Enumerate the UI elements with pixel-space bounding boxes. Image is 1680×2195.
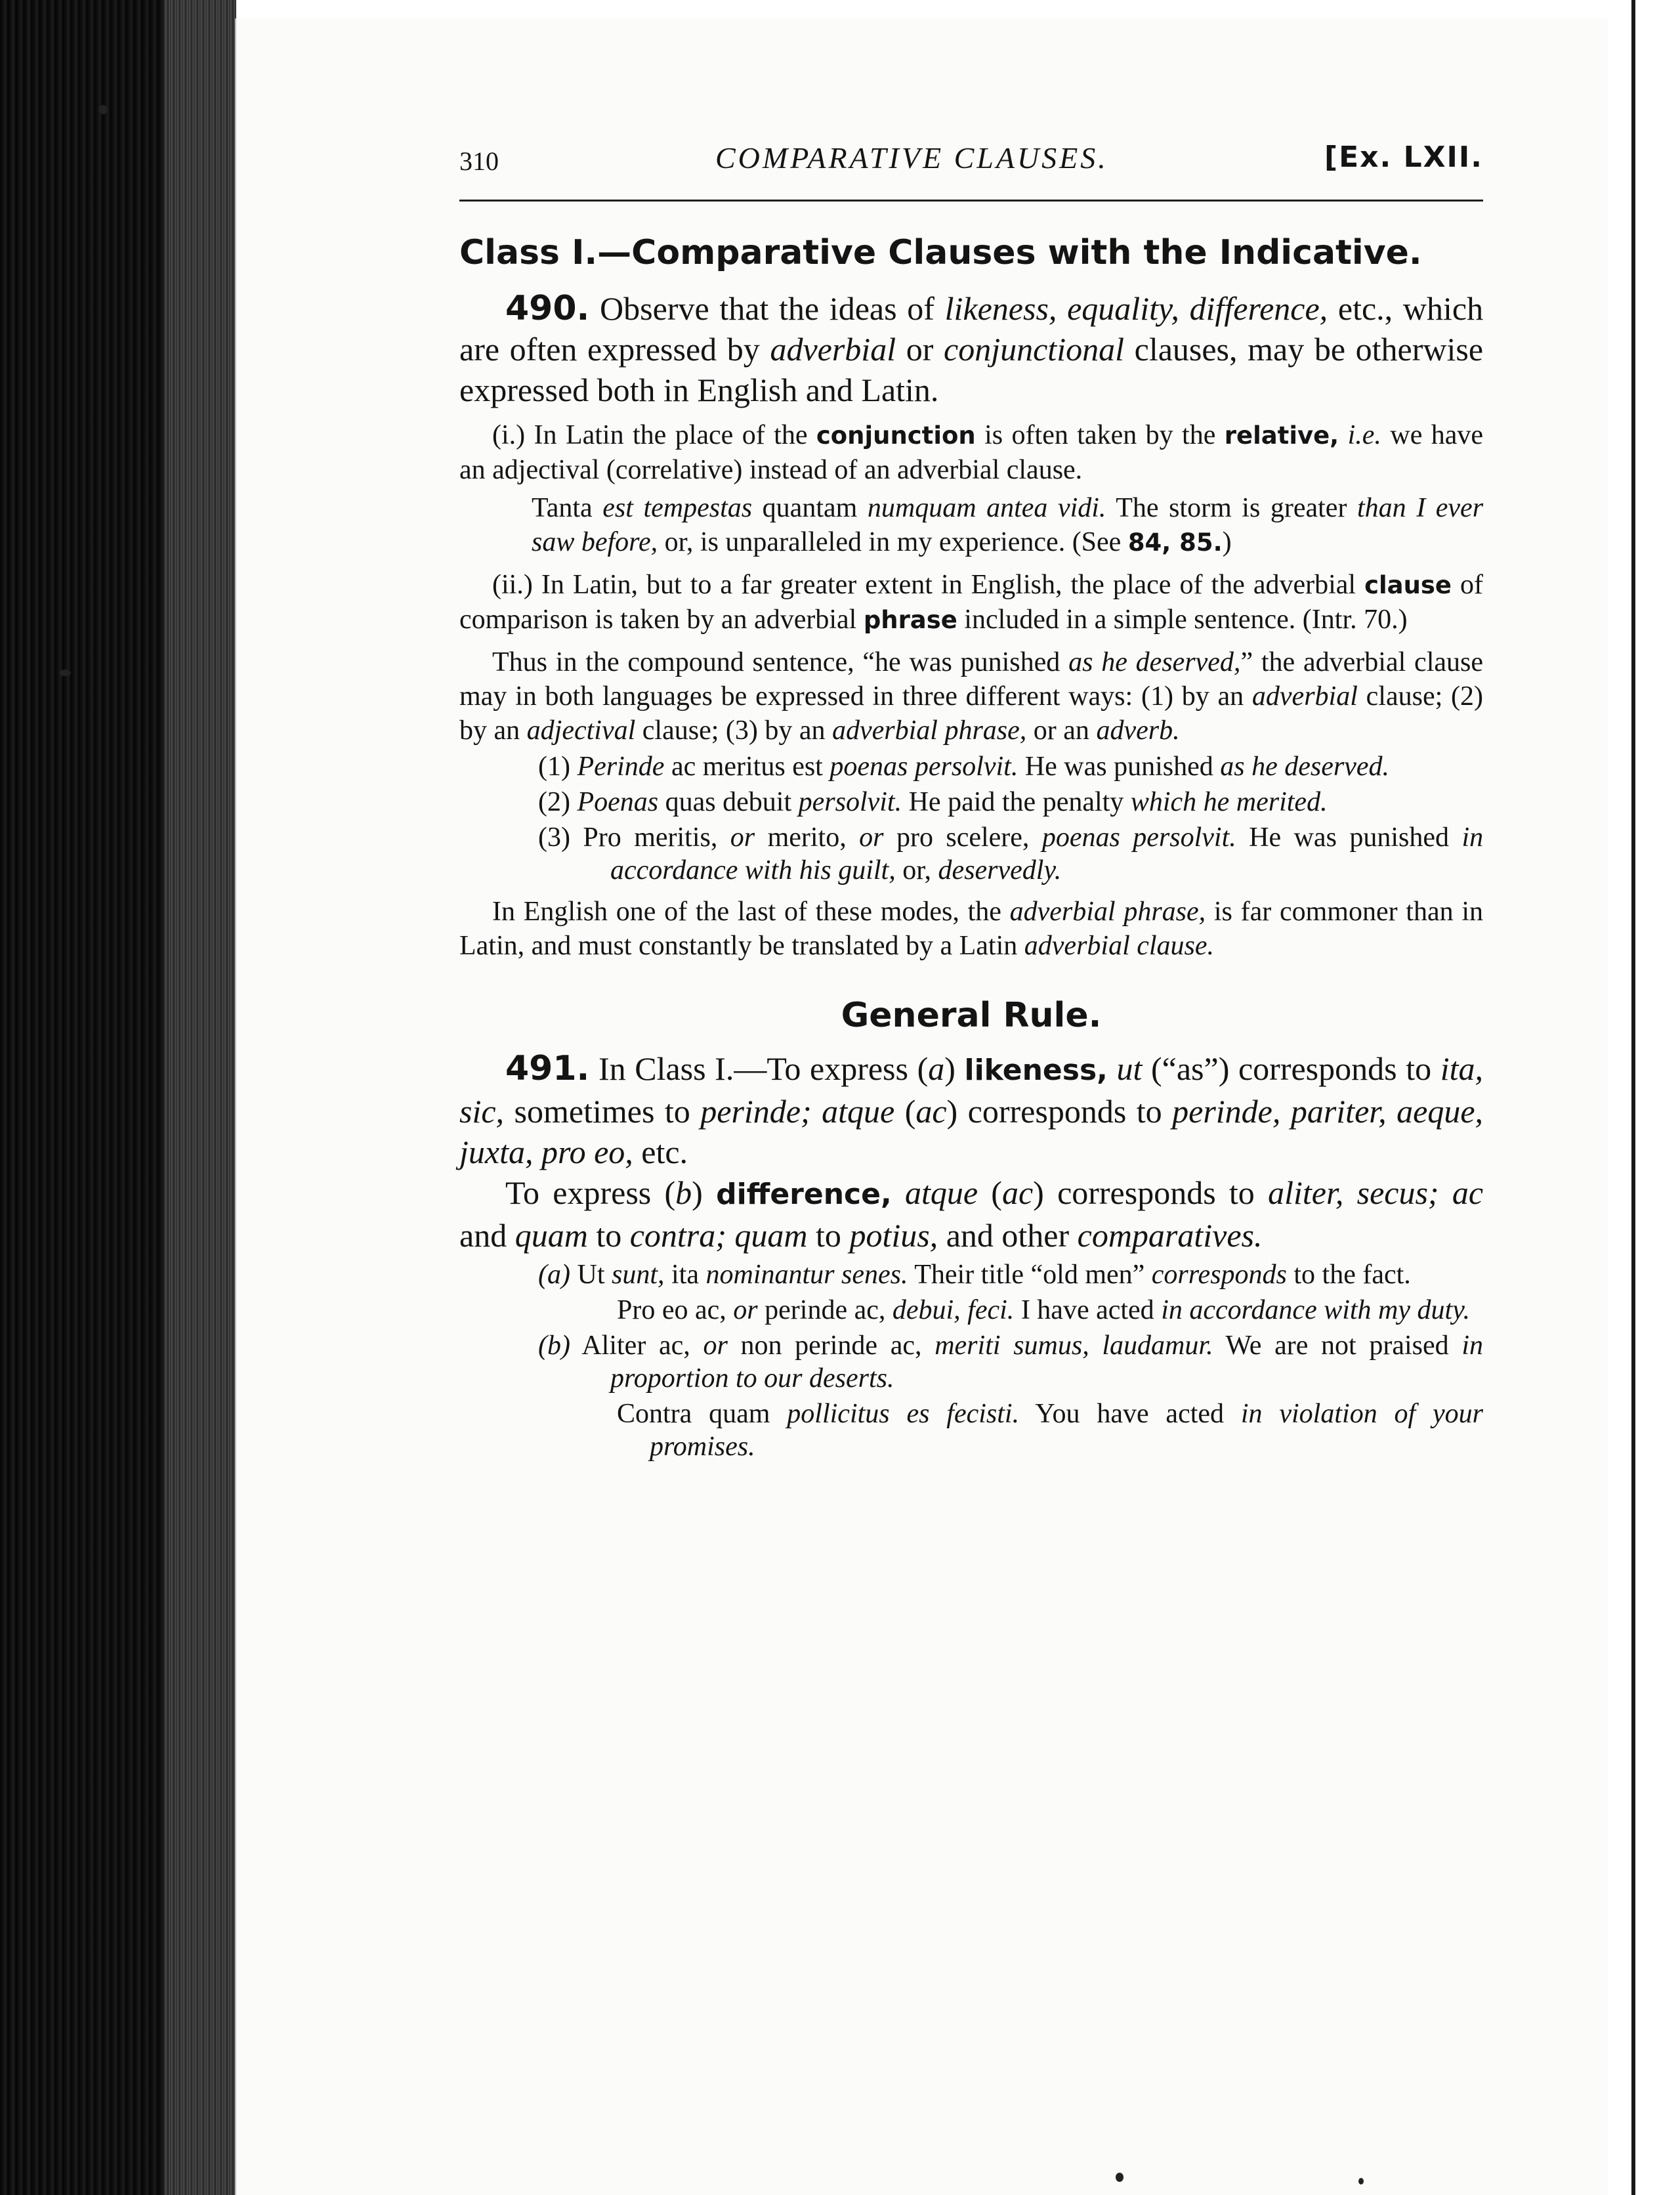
italic-text: adverbial phrase, [832, 715, 1027, 746]
example-item-1 [538, 750, 1483, 783]
italic-text: perinde, pariter, aeque, juxta, pro eo, [459, 1093, 1484, 1170]
text: Tanta [532, 493, 593, 523]
italic-text: Perinde [577, 752, 665, 782]
scan-border-line [1631, 0, 1635, 2195]
running-head [459, 131, 1483, 184]
italic-text: as he deserved, [1068, 647, 1241, 677]
text: non perinde ac, [740, 1331, 922, 1361]
text: Contra quam [617, 1399, 770, 1429]
note-i [459, 418, 1483, 487]
italic-text: in proportion to our deserts. [610, 1331, 1483, 1394]
italic-text: persolvit. [798, 787, 902, 817]
italic-text: quam [514, 1217, 588, 1254]
text: is often taken by the [984, 420, 1216, 450]
italic-text: aliter, secus; ac [1268, 1174, 1484, 1211]
text: ” the adverbial clause may in both languages be expressed in three different ways: (1) by an [459, 647, 1483, 712]
bold-term: phrase [863, 606, 957, 634]
italic-text: or [733, 1295, 758, 1325]
italic-text: nominantur senes. [705, 1260, 908, 1290]
italic-text: sunt, [611, 1260, 665, 1290]
text: sometimes to [514, 1093, 690, 1130]
italic-text: than I ever saw before, [532, 493, 1484, 557]
express-difference [459, 1172, 1483, 1256]
text: ita [671, 1260, 699, 1290]
header-rule [459, 200, 1483, 202]
italic-text: or [730, 822, 755, 853]
italic-text: potius, [849, 1217, 938, 1254]
section-number: 491. [505, 1049, 590, 1088]
text: The storm is greater [1116, 493, 1347, 523]
section-491 [459, 1048, 1483, 1172]
italic-text: a [928, 1050, 945, 1087]
italic-text: contra; quam [629, 1217, 808, 1254]
italic-text: conjunctional [944, 331, 1124, 368]
item-number: (1) [538, 752, 570, 782]
text: I have acted [1020, 1295, 1154, 1325]
italic-text: adverbial [770, 331, 896, 368]
italic-text: in accordance with his guilt, [610, 822, 1484, 885]
item-label: (b) [538, 1331, 570, 1361]
scan-speck [59, 670, 71, 676]
italic-text: comparatives. [1077, 1217, 1263, 1254]
text: of comparison is taken by an adverbial [459, 570, 1484, 635]
text: or an [1033, 715, 1089, 746]
page-edges [164, 0, 236, 2195]
text: (“as”) corresponds to [1151, 1050, 1432, 1087]
text: merito, [767, 822, 847, 853]
italic-text: meriti sumus, laudamur. [934, 1331, 1213, 1361]
text: ) corresponds to [946, 1093, 1162, 1130]
italic-text: in violation of your promises. [650, 1399, 1484, 1462]
italic-text: ut [1116, 1050, 1143, 1087]
scan-speck [1358, 2178, 1364, 2184]
italic-text: poenas persolvit. [830, 752, 1018, 782]
text: Thus in the compound sentence, “he was punished [492, 647, 1060, 677]
text: Pro meritis, [583, 822, 718, 853]
text: ( [991, 1174, 1002, 1211]
example-tanta [532, 491, 1483, 560]
item-label: (a) [538, 1260, 570, 1290]
italic-text: deservedly. [938, 855, 1062, 885]
page-number: 310 [459, 146, 499, 176]
general-rule-heading: General Rule. [841, 996, 1102, 1035]
bold-term: likeness, [964, 1054, 1108, 1087]
text: (ii.) In Latin, but to a far greater extent in English, the place of the adverbial [492, 570, 1356, 600]
text: or [906, 331, 934, 368]
class-heading: Class I.—Comparative Clauses with the Indicative. [459, 233, 1422, 272]
text: clauses, may be otherwise expressed both in English and Latin. [459, 331, 1484, 408]
example-b-2 [617, 1397, 1483, 1463]
example-b-1 [538, 1329, 1483, 1395]
text: Observe that the ideas of [600, 290, 934, 327]
italic-text: ac [915, 1093, 947, 1130]
right-margin [1608, 0, 1680, 2195]
bold-term: difference, [716, 1178, 892, 1211]
text: Their title “old men” [914, 1260, 1145, 1290]
italic-text: in accordance with my duty. [1161, 1295, 1471, 1325]
example-a-2 [617, 1294, 1483, 1327]
text: He paid the penalty [908, 787, 1124, 817]
italic-text: i.e. [1347, 420, 1381, 450]
text: ) [944, 1050, 956, 1087]
italic-text: Poenas [577, 787, 659, 817]
italic-text: as he deserved. [1220, 752, 1390, 782]
text: and [459, 1217, 507, 1254]
text: to [816, 1217, 841, 1254]
note-ii [459, 568, 1483, 637]
scan-speck [1116, 2173, 1124, 2182]
body-text [459, 233, 1483, 1463]
exercise-label: [Ex. LXII. [1324, 140, 1483, 174]
text: Pro eo ac, [617, 1295, 726, 1325]
italic-text: adverbial phrase, [1009, 897, 1206, 927]
italic-text: numquam antea vidi. [867, 493, 1106, 523]
italic-text: adverbial clause. [1024, 931, 1215, 961]
text: is far commoner than in Latin, and must constantly be translated by a Latin [459, 897, 1484, 961]
text: He was punished [1024, 752, 1213, 782]
text: ) [1222, 527, 1232, 557]
text: to the fact. [1293, 1260, 1411, 1290]
text: We are not praised [1225, 1331, 1449, 1361]
text: He was punished [1249, 822, 1449, 853]
italic-text: adjectival [526, 715, 636, 746]
text: we have an adjectival (correlative) instead of an adverbial clause. [459, 420, 1484, 485]
text: Aliter ac, [581, 1331, 690, 1361]
bold-term: clause [1364, 571, 1452, 599]
example-item-2 [538, 786, 1483, 819]
italic-text: debui, feci. [892, 1295, 1015, 1325]
text: or, [902, 855, 932, 885]
text: To express ( [505, 1174, 676, 1211]
italic-text: likeness, equality, difference, [944, 290, 1328, 327]
text: ( [904, 1093, 916, 1130]
italic-text: which he merited. [1130, 787, 1328, 817]
italic-text: b [675, 1174, 692, 1211]
italic-text: poenas persolvit. [1041, 822, 1236, 853]
text: Ut [577, 1260, 605, 1290]
italic-text: adverbial [1251, 681, 1358, 712]
item-number: (2) [538, 787, 570, 817]
italic-text: ita, sic, [459, 1050, 1484, 1130]
text: In English one of the last of these modes, the [492, 897, 1001, 927]
italic-text: pollicitus es fecisti. [787, 1399, 1020, 1429]
text: included in a simple sentence. (Intr. 70.) [964, 605, 1408, 635]
running-title: COMPARATIVE CLAUSES. [715, 141, 1108, 175]
text: ac meritus est [671, 752, 823, 782]
italic-text: perinde; atque [700, 1093, 895, 1130]
italic-text: est tempestas [602, 493, 753, 523]
bold-term: relative, [1224, 421, 1339, 450]
italic-text: or [859, 822, 884, 853]
thus-paragraph [459, 645, 1483, 748]
italic-text: corresponds [1151, 1260, 1287, 1290]
english-paragraph [459, 895, 1483, 963]
italic-text: ac [1001, 1174, 1034, 1211]
section-number: 490. [505, 289, 590, 328]
item-number: (3) [538, 822, 570, 853]
text: ) corresponds to [1033, 1174, 1255, 1211]
bold-reference: 84, 85. [1127, 528, 1223, 557]
text: or, is unparalleled in my experience. (See [664, 527, 1122, 557]
text: clause; (3) by an [642, 715, 826, 746]
example-a-1 [538, 1258, 1483, 1291]
text: to [596, 1217, 622, 1254]
text: etc. [641, 1134, 688, 1170]
text: etc., which are often expressed by [459, 290, 1484, 368]
text: perinde ac, [765, 1295, 886, 1325]
text: quas debuit [665, 787, 792, 817]
section-490 [459, 288, 1483, 410]
italic-text: adverb. [1096, 715, 1180, 746]
scan-speck [98, 105, 108, 114]
bold-term: conjunction [816, 421, 976, 450]
example-item-3 [538, 821, 1483, 887]
text: In Class I.—To express ( [598, 1050, 929, 1087]
italic-text: atque [904, 1174, 978, 1211]
text: quantam [762, 493, 858, 523]
text: (i.) In Latin the place of the [492, 420, 808, 450]
text: and other [946, 1217, 1070, 1254]
text: ) [692, 1174, 703, 1211]
text: pro scelere, [896, 822, 1030, 853]
text: clause; (2) by an [459, 681, 1484, 746]
italic-text: or [703, 1331, 728, 1361]
text: You have acted [1035, 1399, 1225, 1429]
